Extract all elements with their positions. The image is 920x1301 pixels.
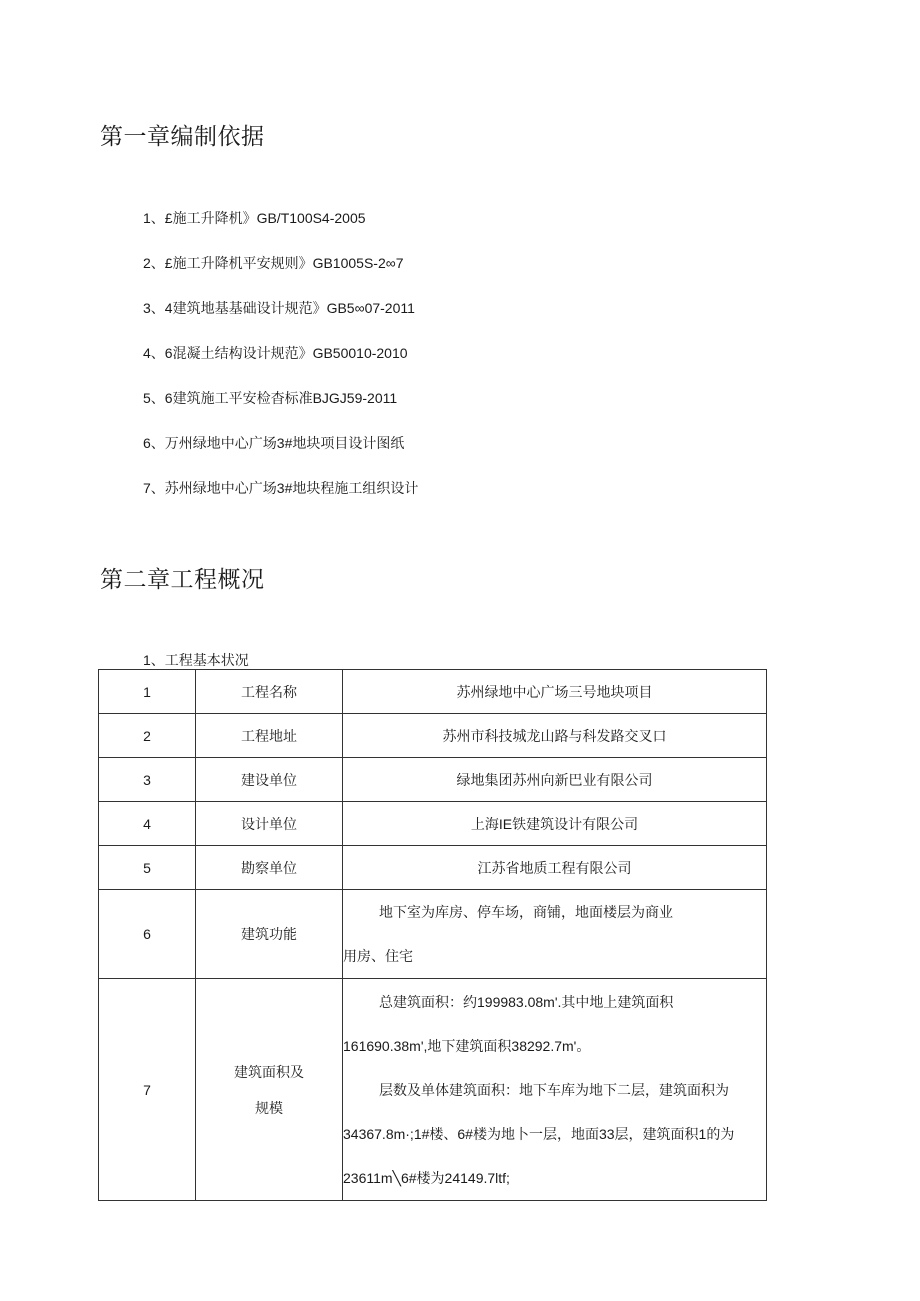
value-line: 总建筑面积：约199983.08m'.其中地上建筑面积	[379, 993, 674, 1010]
row-label	[196, 979, 343, 1201]
row-number: 2	[99, 714, 196, 758]
table-row	[99, 670, 767, 714]
table-row	[99, 802, 767, 846]
value-line: 用房、住宅	[343, 948, 413, 964]
row-label: 设计单位	[196, 802, 343, 846]
row-number: 1	[99, 670, 196, 714]
row-number: 6	[99, 890, 196, 979]
row-label: 建设单位	[196, 758, 343, 802]
row-value: 苏州绿地中心广场三号地块项目	[343, 670, 767, 714]
row-value	[343, 890, 767, 979]
row-label: 建筑功能	[196, 890, 343, 979]
row-number: 5	[99, 846, 196, 890]
row-value: 绿地集团苏州向新巴业有限公司	[343, 758, 767, 802]
label-line: 规模	[255, 1099, 283, 1116]
section-label: 1、工程基本状况	[143, 652, 249, 668]
reference-list	[143, 208, 418, 523]
value-line: 34367.8m·;1#楼、6#楼为地卜一层，地面33层，建筑面积1的为	[343, 1125, 735, 1142]
table-row	[99, 714, 767, 758]
reference-item: 2、£施工升降机平安规则》GB1005S-2∞7	[143, 255, 404, 271]
value-line: 23611m╲6#楼为24149.7ltf;	[343, 1169, 510, 1186]
label-line: 建筑面积及	[234, 1063, 304, 1080]
row-number: 3	[99, 758, 196, 802]
chapter2-title: 第二章工程概况	[100, 567, 265, 593]
project-info-table	[98, 669, 767, 1201]
reference-item: 5、6建筑施工平安检杳标准BJGJ59-2011	[143, 390, 398, 406]
row-value	[343, 979, 767, 1201]
row-number: 4	[99, 802, 196, 846]
table-row	[99, 890, 767, 979]
value-line: 161690.38m',地下建筑面积38292.7m'。	[343, 1037, 591, 1054]
row-number: 7	[99, 979, 196, 1201]
value-line: 地下室为库房、停车场，商铺，地面楼层为商业	[379, 904, 673, 920]
reference-item: 4、6混凝土结构设计规范》GB50010-2010	[143, 345, 408, 361]
reference-item: 3、4建筑地基基础设计规范》GB5∞07-2011	[143, 300, 415, 316]
reference-item: 1、£施工升降机》GB/T100S4-2005	[143, 210, 366, 226]
table-row	[99, 758, 767, 802]
row-label: 工程名称	[196, 670, 343, 714]
row-value: 苏州市科技城龙山路与科发路交叉口	[343, 714, 767, 758]
row-value: 江苏省地质工程有限公司	[343, 846, 767, 890]
row-label: 勘察单位	[196, 846, 343, 890]
row-value: 上海IE铁建筑设计有限公司	[343, 802, 767, 846]
chapter1-title: 第一章编制依据	[100, 124, 265, 150]
reference-item: 6、万州绿地中心广场3#地块项目设计图纸	[143, 435, 405, 451]
row-label: 工程地址	[196, 714, 343, 758]
reference-item: 7、苏州绿地中心广场3#地块程施工组织设计	[143, 480, 419, 496]
table-row	[99, 846, 767, 890]
table-row	[99, 979, 767, 1201]
value-line: 层数及单体建筑面积：地下车库为地下二层，建筑面积为	[379, 1081, 729, 1098]
